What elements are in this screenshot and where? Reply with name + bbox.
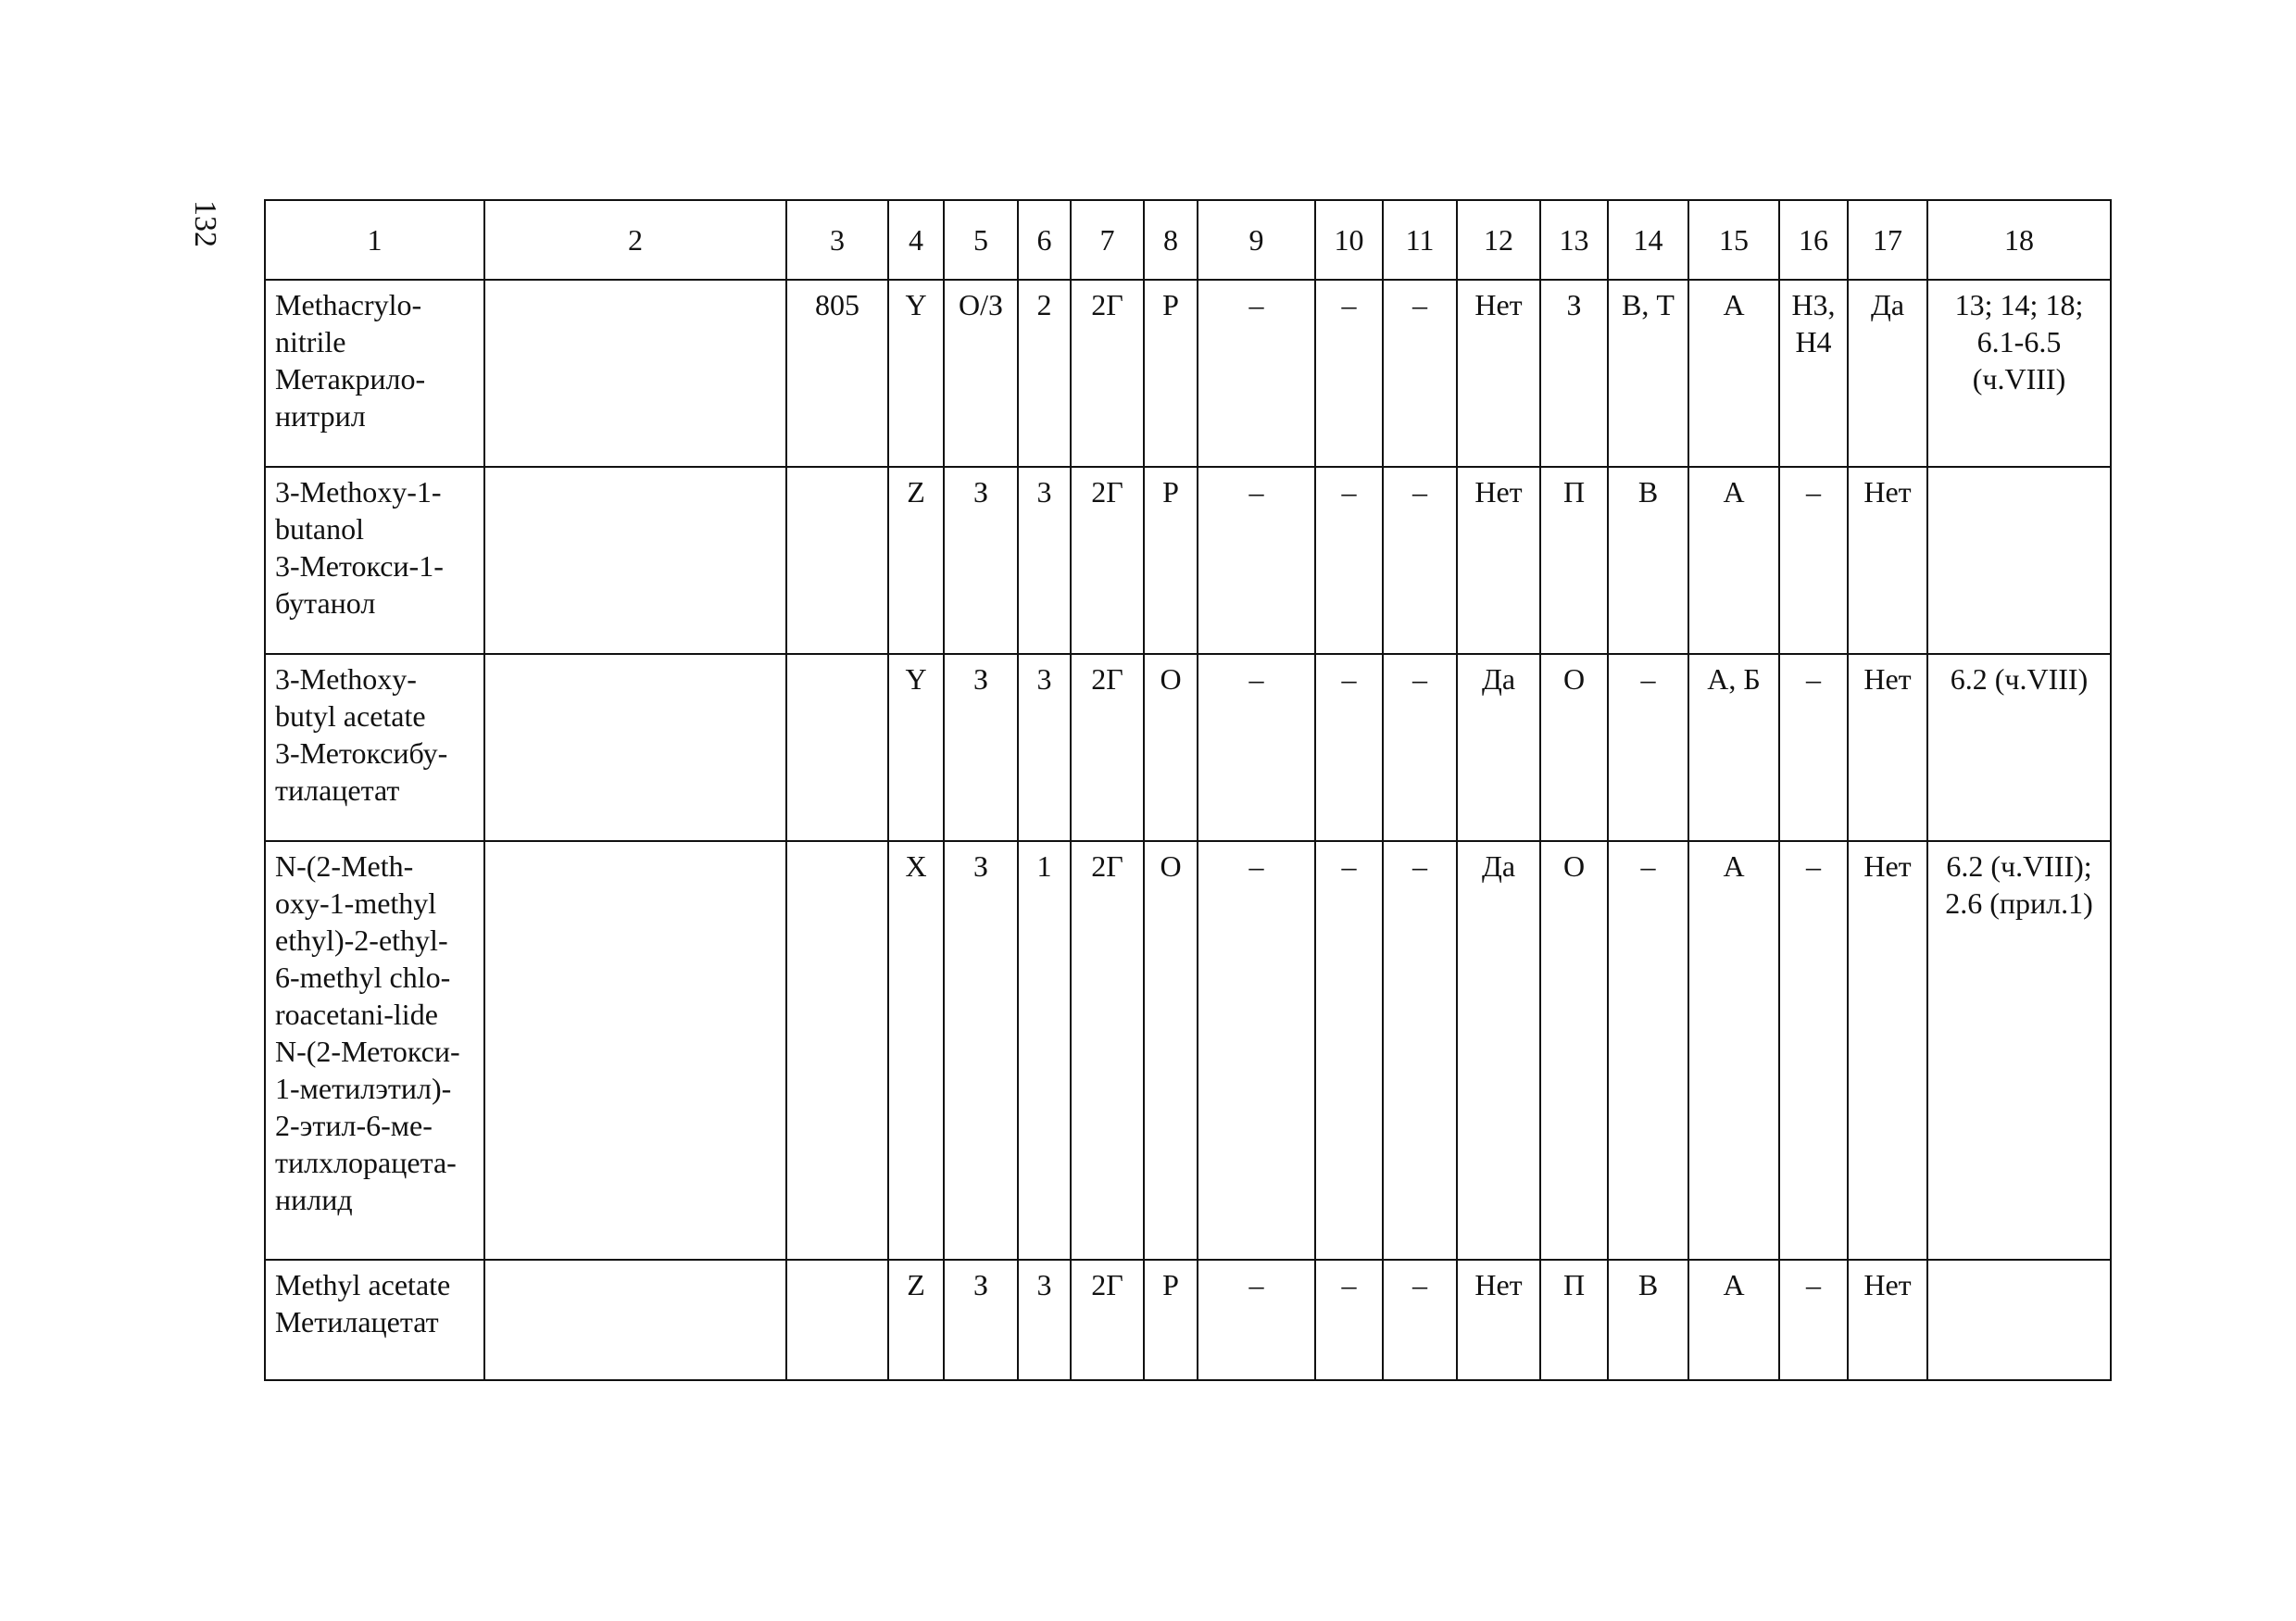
table-cell xyxy=(786,841,888,1260)
column-header: 18 xyxy=(1927,200,2111,280)
table-cell: Р xyxy=(1144,1260,1198,1380)
table-cell xyxy=(484,841,786,1260)
table-cell: В, Т xyxy=(1608,280,1688,467)
table-cell: А, Б xyxy=(1688,654,1779,841)
table-cell: О/З xyxy=(944,280,1018,467)
column-header: 7 xyxy=(1071,200,1144,280)
table-cell: – xyxy=(1315,654,1383,841)
table-cell xyxy=(484,1260,786,1380)
table-cell: – xyxy=(1315,280,1383,467)
column-header: 4 xyxy=(888,200,944,280)
product-name-cell: 3-Methoxy- butyl acetate 3-Метоксибу- тилацетат xyxy=(265,654,484,841)
table-cell: А xyxy=(1688,280,1779,467)
table-cell: – xyxy=(1383,280,1457,467)
table-cell: – xyxy=(1383,654,1457,841)
column-header: 11 xyxy=(1383,200,1457,280)
table-cell: Z xyxy=(888,467,944,654)
column-header: 12 xyxy=(1457,200,1540,280)
table-row xyxy=(265,280,2111,467)
table-cell: 6.2 (ч.VIII) xyxy=(1927,654,2111,841)
table-cell: Нет xyxy=(1848,1260,1927,1380)
column-header: 8 xyxy=(1144,200,1198,280)
table-cell: 2Г xyxy=(1071,1260,1144,1380)
column-header: 15 xyxy=(1688,200,1779,280)
table-cell xyxy=(786,467,888,654)
column-header: 10 xyxy=(1315,200,1383,280)
column-header: 17 xyxy=(1848,200,1927,280)
table-cell: В xyxy=(1608,467,1688,654)
table-cell: 3 xyxy=(1018,654,1071,841)
table-cell: – xyxy=(1779,841,1848,1260)
table-cell: З xyxy=(944,654,1018,841)
table-cell: З xyxy=(944,841,1018,1260)
table-cell: Н3, Н4 xyxy=(1779,280,1848,467)
table-cell: – xyxy=(1779,654,1848,841)
table-cell xyxy=(786,654,888,841)
column-header: 9 xyxy=(1198,200,1315,280)
table-cell: О xyxy=(1144,841,1198,1260)
table-cell: А xyxy=(1688,467,1779,654)
table-cell: Y xyxy=(888,280,944,467)
table-cell: – xyxy=(1383,841,1457,1260)
table-row xyxy=(265,654,2111,841)
table-cell: – xyxy=(1383,467,1457,654)
table-cell: 2Г xyxy=(1071,467,1144,654)
table-cell: О xyxy=(1540,654,1608,841)
table-cell xyxy=(484,280,786,467)
table-cell: 2 xyxy=(1018,280,1071,467)
product-name-cell: Methyl acetate Метилацетат xyxy=(265,1260,484,1380)
table-cell: Нет xyxy=(1848,841,1927,1260)
table-cell: 1 xyxy=(1018,841,1071,1260)
table-cell: – xyxy=(1198,1260,1315,1380)
table-cell: Z xyxy=(888,1260,944,1380)
product-name-cell: 3-Methoxy-1- butanol 3-Метокси-1- бутанол xyxy=(265,467,484,654)
table-cell: – xyxy=(1608,841,1688,1260)
table-cell: – xyxy=(1383,1260,1457,1380)
table-cell: Да xyxy=(1848,280,1927,467)
table-cell: 13; 14; 18; 6.1-6.5 (ч.VIII) xyxy=(1927,280,2111,467)
cargo-table xyxy=(264,199,2112,1381)
table-cell: Нет xyxy=(1848,654,1927,841)
column-header: 13 xyxy=(1540,200,1608,280)
table-cell: А xyxy=(1688,841,1779,1260)
table-cell: – xyxy=(1315,1260,1383,1380)
table-cell xyxy=(484,467,786,654)
column-header: 14 xyxy=(1608,200,1688,280)
table-cell: 3 xyxy=(1018,1260,1071,1380)
product-name-cell: N-(2-Meth- oxy-1-methyl ethyl)-2-ethyl- 6-methyl chlo- roacetani-lide N-(2-Метокси- 1-метилэтил)- 2-этил-6-ме- тилхлорацета- нилид xyxy=(265,841,484,1260)
table-cell: П xyxy=(1540,1260,1608,1380)
table-cell: Р xyxy=(1144,467,1198,654)
table-cell: А xyxy=(1688,1260,1779,1380)
product-name-cell: Methacrylo- nitrile Метакрило- нитрил xyxy=(265,280,484,467)
table-cell: 2Г xyxy=(1071,654,1144,841)
table-cell: – xyxy=(1198,654,1315,841)
table-cell: Да xyxy=(1457,841,1540,1260)
table-cell xyxy=(1927,1260,2111,1380)
column-header: 5 xyxy=(944,200,1018,280)
table-cell: 6.2 (ч.VIII); 2.6 (прил.1) xyxy=(1927,841,2111,1260)
table-cell: В xyxy=(1608,1260,1688,1380)
column-header: 16 xyxy=(1779,200,1848,280)
table-cell: О xyxy=(1540,841,1608,1260)
table-cell xyxy=(786,1260,888,1380)
table-cell xyxy=(484,654,786,841)
table-cell: – xyxy=(1315,467,1383,654)
table-cell: 2Г xyxy=(1071,280,1144,467)
table-cell: Нет xyxy=(1457,467,1540,654)
table-cell: 3 xyxy=(1018,467,1071,654)
table-cell: Нет xyxy=(1457,280,1540,467)
table-cell: 805 xyxy=(786,280,888,467)
table-cell: – xyxy=(1198,280,1315,467)
table-cell: Нет xyxy=(1457,1260,1540,1380)
table-cell: Нет xyxy=(1848,467,1927,654)
table-cell: – xyxy=(1779,467,1848,654)
table-cell: З xyxy=(1540,280,1608,467)
header-row xyxy=(265,200,2111,280)
page-number: 132 xyxy=(188,200,222,247)
table-cell: – xyxy=(1315,841,1383,1260)
table-cell: X xyxy=(888,841,944,1260)
table-cell: 2Г xyxy=(1071,841,1144,1260)
table-row xyxy=(265,467,2111,654)
column-header: 3 xyxy=(786,200,888,280)
table-cell: Р xyxy=(1144,280,1198,467)
column-header: 1 xyxy=(265,200,484,280)
table-cell: З xyxy=(944,467,1018,654)
table-cell: – xyxy=(1198,467,1315,654)
table-cell: Да xyxy=(1457,654,1540,841)
table-cell: З xyxy=(944,1260,1018,1380)
table-cell xyxy=(1927,467,2111,654)
table-cell: П xyxy=(1540,467,1608,654)
table-row xyxy=(265,841,2111,1260)
table-cell: О xyxy=(1144,654,1198,841)
table-cell: – xyxy=(1198,841,1315,1260)
table-cell: – xyxy=(1779,1260,1848,1380)
column-header: 2 xyxy=(484,200,786,280)
table-row xyxy=(265,1260,2111,1380)
table-cell: – xyxy=(1608,654,1688,841)
column-header: 6 xyxy=(1018,200,1071,280)
table-cell: Y xyxy=(888,654,944,841)
